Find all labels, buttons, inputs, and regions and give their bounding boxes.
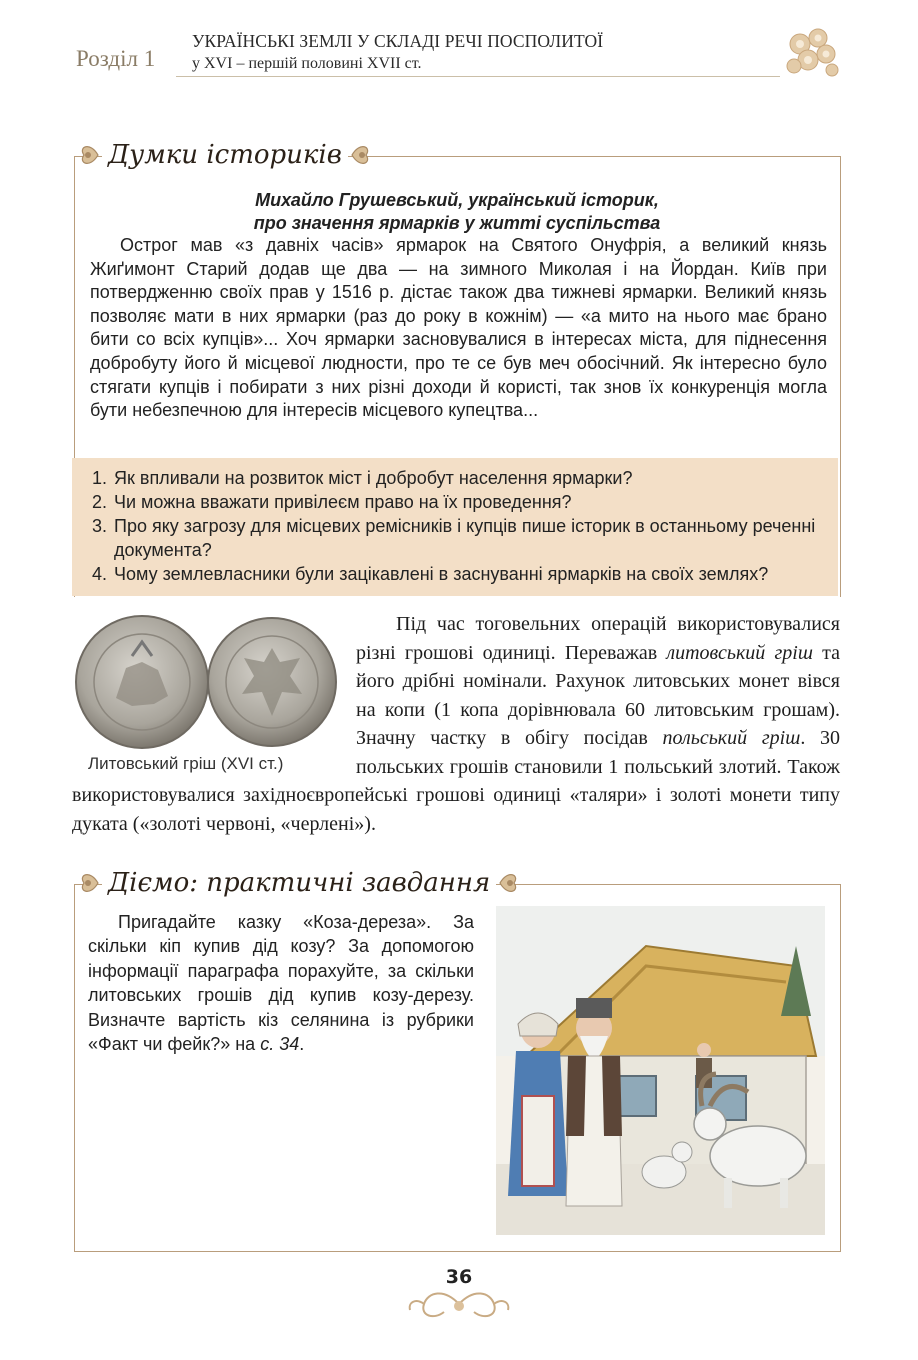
footer-ornament-icon bbox=[404, 1284, 514, 1324]
task-text bbox=[88, 910, 474, 1056]
scroll-ornament-right-icon bbox=[496, 865, 522, 901]
quote-author: Михайло Грушевський, український історик, bbox=[255, 190, 659, 210]
term-lithuanian-groat: литовський гріш bbox=[666, 641, 813, 664]
historians-heading bbox=[76, 137, 374, 173]
quote-paragraph: Острог мав «з давніх часів» ярмарок на Святого Онуфрія, а великий князь Жиґимонт Старий додав ще два — на зимного Миколая і на Йордан. Київ при потвердженню своїх прав у 1516 р. дістає також два тижневі ярмарки. Великий князь позволяє мати в них ярмарки (раз до року в кожнім) — «а мито на нього має брано бити со всіх купців»... Хоч ярмарки засновувалися в інтересах міста, для піднесення добробуту його й місцевої людности, про те се був меч обосічний. Як інтересно було стягати купців і побирати з них різні доходи й користі, так знов їх конкуренція могла бути небезпечною для інтересів місцевого купецтва... bbox=[90, 235, 827, 421]
quote-topic: про значення ярмарків у житті суспільства bbox=[253, 213, 661, 233]
goat-tale-illustration bbox=[496, 906, 825, 1235]
chapter-title-line1: УКРАЇНСЬКІ ЗЕМЛІ У СКЛАДІ РЕЧІ ПОСПОЛИТОЇ bbox=[192, 31, 604, 51]
chapter-title-line2: у XVI – першій половині XVII ст. bbox=[192, 55, 422, 72]
text-fragment: . 30 польських грошів становили 1 польський злотий. Також використовувалися західноєвропейські грошові одиниці «таляри» і золоті монети типу дуката («золоті червоні, «черлені»). bbox=[72, 727, 840, 835]
question-item: 3. Про яку загрозу для місцевих ремісників і купців пише історик в останньому реченні документа? bbox=[112, 514, 838, 562]
floral-ornament-icon bbox=[780, 22, 844, 80]
questions-list bbox=[72, 466, 838, 586]
scroll-ornament-right-icon bbox=[348, 137, 374, 173]
section-label: Розділ 1 bbox=[76, 46, 156, 71]
question-item: 4. Чому землевласники були зацікавлені в заснуванні ярмарків на своїх землях? bbox=[112, 562, 838, 586]
term-polish-groat: польський гріш bbox=[662, 727, 801, 749]
task-paragraph bbox=[88, 910, 474, 1056]
text-fragment: Пригадайте казку «Коза-дереза». За скільки кіп купив дід козу? За допомогою інформації параграфа порахуйте, за скільки литовських грошів дід купив козу-дерезу. Визначте вартість кіз селянина із рубрики «Факт чи фейк?» на bbox=[88, 912, 474, 1055]
question-item: 2. Чи можна вважати привілеєм право на їх проведення? bbox=[112, 490, 838, 514]
image-float-spacer bbox=[72, 610, 356, 781]
scroll-ornament-left-icon bbox=[76, 137, 102, 173]
quote-text bbox=[90, 234, 827, 423]
main-paragraph bbox=[72, 610, 840, 838]
question-item: 1. Як впливали на розвиток міст і добробут населення ярмарки? bbox=[112, 466, 838, 490]
scroll-ornament-left-icon bbox=[76, 865, 102, 901]
task-heading bbox=[76, 865, 522, 901]
page-reference: с. 34 bbox=[260, 1034, 300, 1055]
questions-box bbox=[72, 458, 838, 596]
historians-label: Думки істориків bbox=[102, 140, 348, 170]
text-fragment: . bbox=[299, 1034, 305, 1055]
coin-caption: Литовський гріш (XVI ст.) bbox=[88, 754, 284, 773]
text-fragment: та його дрібні номінали. Рахунок литовських монет вівся на копи (1 копа дорівнювала 60 литовським грошам). Значну частку в обігу посідав bbox=[356, 641, 840, 749]
text-fragment: Під час тоговельних операцій використовувалися різні грошові одиниці. Переважав bbox=[356, 613, 840, 664]
task-label: Діємо: практичні завдання bbox=[102, 868, 496, 898]
header-rule bbox=[176, 76, 780, 77]
page-number: 36 bbox=[445, 1266, 473, 1288]
